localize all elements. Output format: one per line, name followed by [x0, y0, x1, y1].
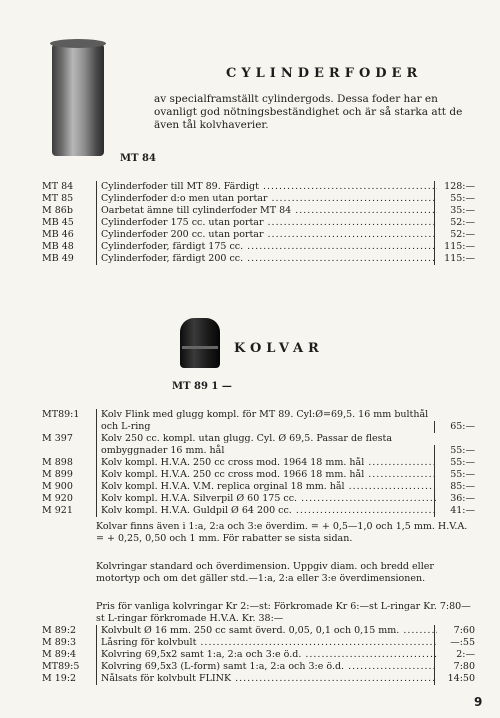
table-row	[42, 205, 474, 217]
article-description: Kolvbult Ø 16 mm. 250 cc samt överd. 0,05, 0,1 och 0,15 mm. .....	[96, 625, 437, 637]
article-description: Kolvring 69,5x2 samt 1:a, 2:a och 3:e ö.d. .....	[96, 649, 437, 661]
article-price: 52:—	[434, 229, 475, 241]
table-row	[42, 253, 474, 265]
article-code: M 19:2	[42, 673, 77, 684]
article-description: Kolv kompl. H.V.A. Silverpil Ø 60 175 cc. .....	[96, 493, 437, 505]
article-description: Låsring för kolvbult .....	[96, 637, 437, 649]
section-heading-kolvar: KOLVAR	[234, 341, 324, 356]
article-description: Cylinderfoder, färdigt 175 cc. .....	[96, 241, 437, 253]
article-description: Cylinderfoder, färdigt 200 cc. .....	[96, 253, 437, 265]
article-description: Cylinderfoder 200 cc. utan portar .....	[96, 229, 437, 241]
kolvar-note-pricing: Pris för vanliga kolvringar Kr 2:—st: Förkromade Kr 6:—st L-ringar Kr. 7:80—st L-ringar förkromade H.V.A. Kr. 38:—	[96, 601, 471, 624]
table-row	[42, 493, 474, 505]
article-code: M 898	[42, 457, 73, 468]
kolvar-note-overdimension: Kolvar finns även i 1:a, 2:a och 3:e överdim. = + 0,5—1,0 och 1,5 mm. H.V.A. = + 0,25, 0,50 och 1 mm. För rabatter se sista sidan.	[96, 521, 468, 544]
article-code: MT 85	[42, 193, 74, 204]
cylinderfoder-intro: av specialframställt cylindergods. Dessa foder har en ovanligt god nötningsbeständighet och är så starka att de även tål kolvhaverier.	[154, 93, 463, 131]
article-price: 55:—	[434, 445, 475, 457]
page-number: 9	[474, 695, 483, 709]
piston-photo	[180, 318, 220, 368]
article-description: Kolv kompl. H.V.A. V.M. replica orginal 18 mm. hål .....	[96, 481, 437, 493]
article-code: MT 84	[42, 181, 74, 192]
table-row	[42, 661, 474, 673]
table-row	[42, 229, 474, 241]
article-price: 55:—	[434, 193, 475, 205]
article-description: Kolvring 69,5x3 (L-form) samt 1:a, 2:a och 3:e ö.d. .....	[96, 661, 437, 673]
article-description: Nålsats för kolvbult FLINK .....	[96, 673, 437, 685]
article-code: MT89:1	[42, 409, 80, 420]
article-price: 55:—	[434, 457, 475, 469]
article-description: Kolv kompl. H.V.A. Guldpil Ø 64 200 cc. .....	[96, 505, 437, 517]
article-description: Kolv Flink med glugg kompl. för MT 89. Cyl:Ø=69,5. 16 mm bulthål och L-ring	[96, 409, 437, 433]
kolvar-model-caption: MT 89 1 —	[172, 381, 232, 392]
article-description: Kolv kompl. H.V.A. 250 cc cross mod. 1966 18 mm. hål .....	[96, 469, 437, 481]
article-description: Cylinderfoder d:o men utan portar .....	[96, 193, 437, 205]
cylinder-liner-photo	[52, 42, 104, 156]
article-code: M 920	[42, 493, 73, 504]
article-price: 14:50	[434, 673, 475, 685]
table-row	[42, 433, 474, 457]
table-row	[42, 505, 474, 517]
article-code: M 397	[42, 433, 73, 444]
article-price: 41:—	[434, 505, 475, 517]
article-code: MT89:5	[42, 661, 80, 672]
section-heading-cylinderfoder: CYLINDERFODER	[226, 66, 423, 81]
article-price: 55:—	[434, 469, 475, 481]
article-description: Oarbetat ämne till cylinderfoder MT 84 .....	[96, 205, 437, 217]
article-code: MB 48	[42, 241, 74, 252]
table-row	[42, 469, 474, 481]
article-description: Kolv 250 cc. kompl. utan glugg. Cyl. Ø 69,5. Passar de flesta ombyggnader 16 mm. hål	[96, 433, 437, 457]
article-price: 115:—	[434, 253, 475, 265]
article-description: Cylinderfoder 175 cc. utan portar .....	[96, 217, 437, 229]
article-price: 2:—	[434, 649, 475, 661]
article-price: 85:—	[434, 481, 475, 493]
article-price: 115:—	[434, 241, 475, 253]
table-row	[42, 409, 474, 433]
article-price: 36:—	[434, 493, 475, 505]
article-code: MB 49	[42, 253, 74, 264]
article-price: 7:80	[434, 661, 475, 673]
article-code: M 89:3	[42, 637, 77, 648]
table-row	[42, 217, 474, 229]
table-row	[42, 241, 474, 253]
article-code: MB 45	[42, 217, 74, 228]
table-row	[42, 193, 474, 205]
article-code: M 921	[42, 505, 73, 516]
table-row	[42, 481, 474, 493]
article-code: M 899	[42, 469, 73, 480]
article-description: Kolv kompl. H.V.A. 250 cc cross mod. 1964 18 mm. hål .....	[96, 457, 437, 469]
article-description: Cylinderfoder till MT 89. Färdigt .....	[96, 181, 437, 193]
article-price: 52:—	[434, 217, 475, 229]
article-price: 35:—	[434, 205, 475, 217]
article-price: 65:—	[434, 421, 475, 433]
table-row	[42, 673, 474, 685]
article-price: 128:—	[434, 181, 475, 193]
table-row	[42, 649, 474, 661]
table-row	[42, 181, 474, 193]
article-code: M 89:2	[42, 625, 77, 636]
article-price: —:55	[434, 637, 475, 649]
article-code: M 86b	[42, 205, 73, 216]
article-code: M 900	[42, 481, 73, 492]
table-row	[42, 637, 474, 649]
table-row	[42, 625, 474, 637]
article-code: M 89:4	[42, 649, 77, 660]
kolvar-note-kolvringar: Kolvringar standard och överdimension. Uppgiv diam. och bredd eller motortyp och om det gäller std.—1:a, 2:a eller 3:e överdimensionen.	[96, 561, 434, 584]
article-code: MB 46	[42, 229, 74, 240]
cylinderfoder-model-caption: MT 84	[120, 153, 156, 164]
table-row	[42, 457, 474, 469]
article-price: 7:60	[434, 625, 475, 637]
